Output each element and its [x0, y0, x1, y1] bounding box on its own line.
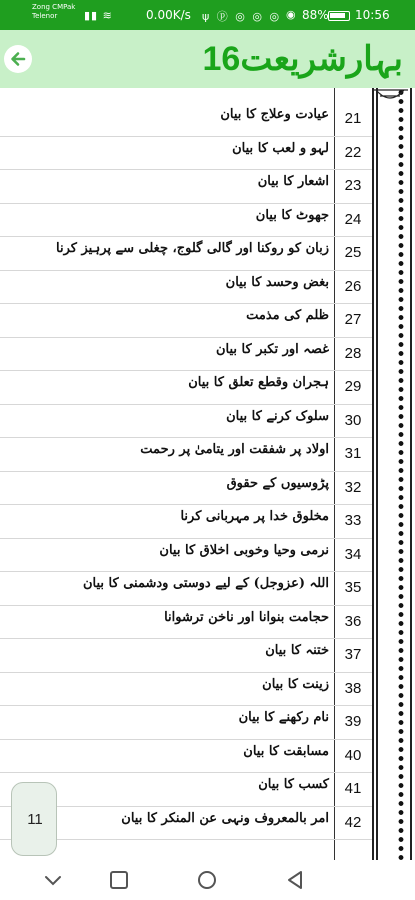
- toc-row-title: عیادت وعلاج کا بیان: [220, 107, 329, 122]
- toc-row-title: اولاد پر شفقت اور یتامیٰ پر رحمت: [140, 442, 329, 457]
- toc-row-title: نرمی وحیا وخوبی اخلاق کا بیان: [159, 542, 329, 558]
- toc-row-title: بغض وحسد کا بیان: [225, 274, 329, 290]
- triangle-back-icon[interactable]: [282, 868, 308, 892]
- page-title: [203, 38, 404, 79]
- toc-row[interactable]: [0, 204, 372, 238]
- clock: 10:56: [355, 8, 390, 22]
- toc-row-title: غصہ اور تکبر کا بیان: [215, 341, 329, 357]
- toc-row-title: پڑوسیوں کے حقوق: [226, 475, 329, 491]
- toc-row-title: مسابقت کا بیان: [243, 743, 329, 759]
- toc-row-title: ظلم کی مذمت: [246, 308, 329, 323]
- signal-icon: ▮▮ ≋: [84, 9, 113, 22]
- toc-row-number: 39: [344, 713, 362, 730]
- toc-row-number: 24: [344, 210, 362, 228]
- toc-row[interactable]: [0, 304, 372, 338]
- toc-row-number: 29: [344, 378, 362, 395]
- chevron-down-icon[interactable]: [40, 868, 66, 892]
- back-button[interactable]: [4, 45, 32, 73]
- toc-row[interactable]: [0, 572, 372, 606]
- frame-line-inner-2: [376, 88, 378, 860]
- toc-row-number: 22: [344, 143, 362, 161]
- toc-row[interactable]: [0, 673, 372, 707]
- toc-row-number: 40: [344, 746, 362, 764]
- toc-row-title: مخلوق خدا پر مہربانی کرنا: [180, 509, 329, 524]
- toc-row[interactable]: [0, 170, 372, 204]
- toc-row[interactable]: [0, 505, 372, 539]
- carrier-line-2: Telenor: [32, 12, 58, 20]
- toc-row-title: اشعار کا بیان: [257, 174, 329, 189]
- toc-row-title: زینت کا بیان: [262, 676, 329, 692]
- toc-row-number: 42: [344, 813, 362, 831]
- toc-row-title: نام رکھنے کا بیان: [238, 710, 329, 725]
- toc-row[interactable]: [0, 539, 372, 573]
- toc-row-title: جھوٹ کا بیان: [255, 207, 329, 223]
- toc-row-number: 35: [344, 579, 362, 596]
- toc-row[interactable]: [0, 137, 372, 171]
- toc-row[interactable]: [0, 438, 372, 472]
- toc-row-title: ختنہ کا بیان: [265, 643, 329, 658]
- frame-line-outer: [410, 88, 412, 860]
- toc-row[interactable]: [0, 103, 372, 137]
- app-bar: [0, 30, 415, 88]
- toc-row[interactable]: [0, 740, 372, 774]
- toc-row-number: 30: [344, 411, 362, 429]
- toc-row-title: اللہ (عزوجل) کے لیے دوستی ودشمنی کا بیان: [82, 576, 329, 591]
- toc-row[interactable]: [0, 639, 372, 673]
- toc-row-title: لہو و لعب کا بیان: [232, 140, 329, 156]
- battery-icon: [328, 11, 350, 21]
- toc-row-title: حجامت بنوانا اور ناخن ترشوانا: [164, 609, 329, 625]
- toc-row-number: 26: [344, 277, 362, 295]
- carrier-line-1: Zong CMPak: [32, 3, 76, 11]
- toc-row-number: 23: [344, 177, 362, 194]
- toc-row-title: کسب کا بیان: [258, 777, 329, 792]
- toc-row[interactable]: [0, 606, 372, 640]
- book-page[interactable]: [0, 88, 415, 860]
- square-icon[interactable]: [106, 868, 132, 892]
- toc-row[interactable]: [0, 271, 372, 305]
- toc-row-number: 38: [344, 679, 362, 697]
- toc-row-number: 41: [344, 780, 362, 797]
- toc-row[interactable]: [0, 338, 372, 372]
- title-text: بہارشریعت: [240, 39, 403, 79]
- toc-row-number: 34: [344, 545, 362, 563]
- toc-row-title: زبان کو روکنا اور گالی گلوج، چغلی سے پرہیز کرنا: [56, 241, 329, 256]
- corner-ornament-icon: [370, 88, 410, 110]
- toc-row-number: 28: [344, 344, 362, 362]
- frame-line-inner: [372, 88, 374, 860]
- chain-border-ornament: [396, 88, 406, 860]
- toc-row-number: 37: [344, 646, 362, 663]
- circle-icon[interactable]: [194, 868, 220, 892]
- toc-row[interactable]: [0, 237, 372, 271]
- navigation-bar: [0, 860, 415, 900]
- status-bar: [0, 0, 415, 30]
- toc-row-number: 31: [344, 445, 362, 462]
- eye-icon: ◉: [286, 8, 296, 21]
- arrow-left-icon: [9, 50, 27, 68]
- toc-row-number: 36: [344, 612, 362, 630]
- page-number-indicator[interactable]: [11, 782, 57, 856]
- toc-row-title: امر بالمعروف ونہی عن المنکر کا بیان: [121, 810, 329, 826]
- carrier-info: [32, 3, 75, 21]
- toc-row-number: 25: [344, 244, 362, 261]
- toc-row[interactable]: [0, 371, 372, 405]
- toc-row-number: 32: [344, 478, 362, 496]
- toc-row[interactable]: [0, 706, 372, 740]
- toc-row-number: 21: [344, 110, 362, 127]
- toc-row-number: 27: [344, 311, 362, 328]
- toc-row-number: 33: [344, 512, 362, 529]
- notification-icons: ψ ⓟ ◎ ◎ ◎: [202, 10, 282, 23]
- title-number: 16: [202, 40, 241, 78]
- battery-percent: 88%: [302, 8, 329, 22]
- page-number: 11: [27, 811, 43, 828]
- toc-row-title: سلوک کرنے کا بیان: [226, 408, 329, 424]
- network-speed: 0.00K/s: [146, 8, 191, 22]
- toc-row-title: ہجران وقطع تعلق کا بیان: [188, 375, 329, 390]
- toc-row[interactable]: [0, 405, 372, 439]
- toc-row[interactable]: [0, 472, 372, 506]
